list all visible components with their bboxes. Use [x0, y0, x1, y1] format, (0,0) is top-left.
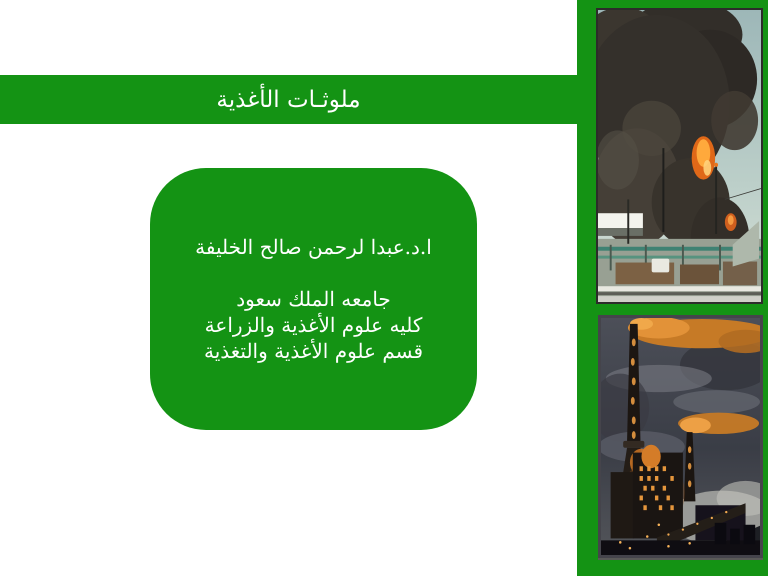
slide-title-bar [0, 75, 577, 124]
college-name: كليه علوم الأغذية والزراعة [204, 313, 423, 337]
department-name: قسم علوم الأغذية والتغذية [203, 339, 424, 363]
right-image-strip [577, 0, 768, 576]
author-card [150, 168, 477, 430]
industrial-fire-photo [596, 8, 763, 304]
factory-night-illustration [601, 318, 760, 555]
slide-title: ملوثـات الأغذية [216, 86, 361, 113]
author-name: ا.د.عبدا لرحمن صالح الخليفة [195, 235, 432, 259]
industrial-fire-illustration [598, 10, 761, 302]
university-name: جامعه الملك سعود [236, 287, 391, 311]
factory-smokestacks-photo [598, 315, 763, 558]
